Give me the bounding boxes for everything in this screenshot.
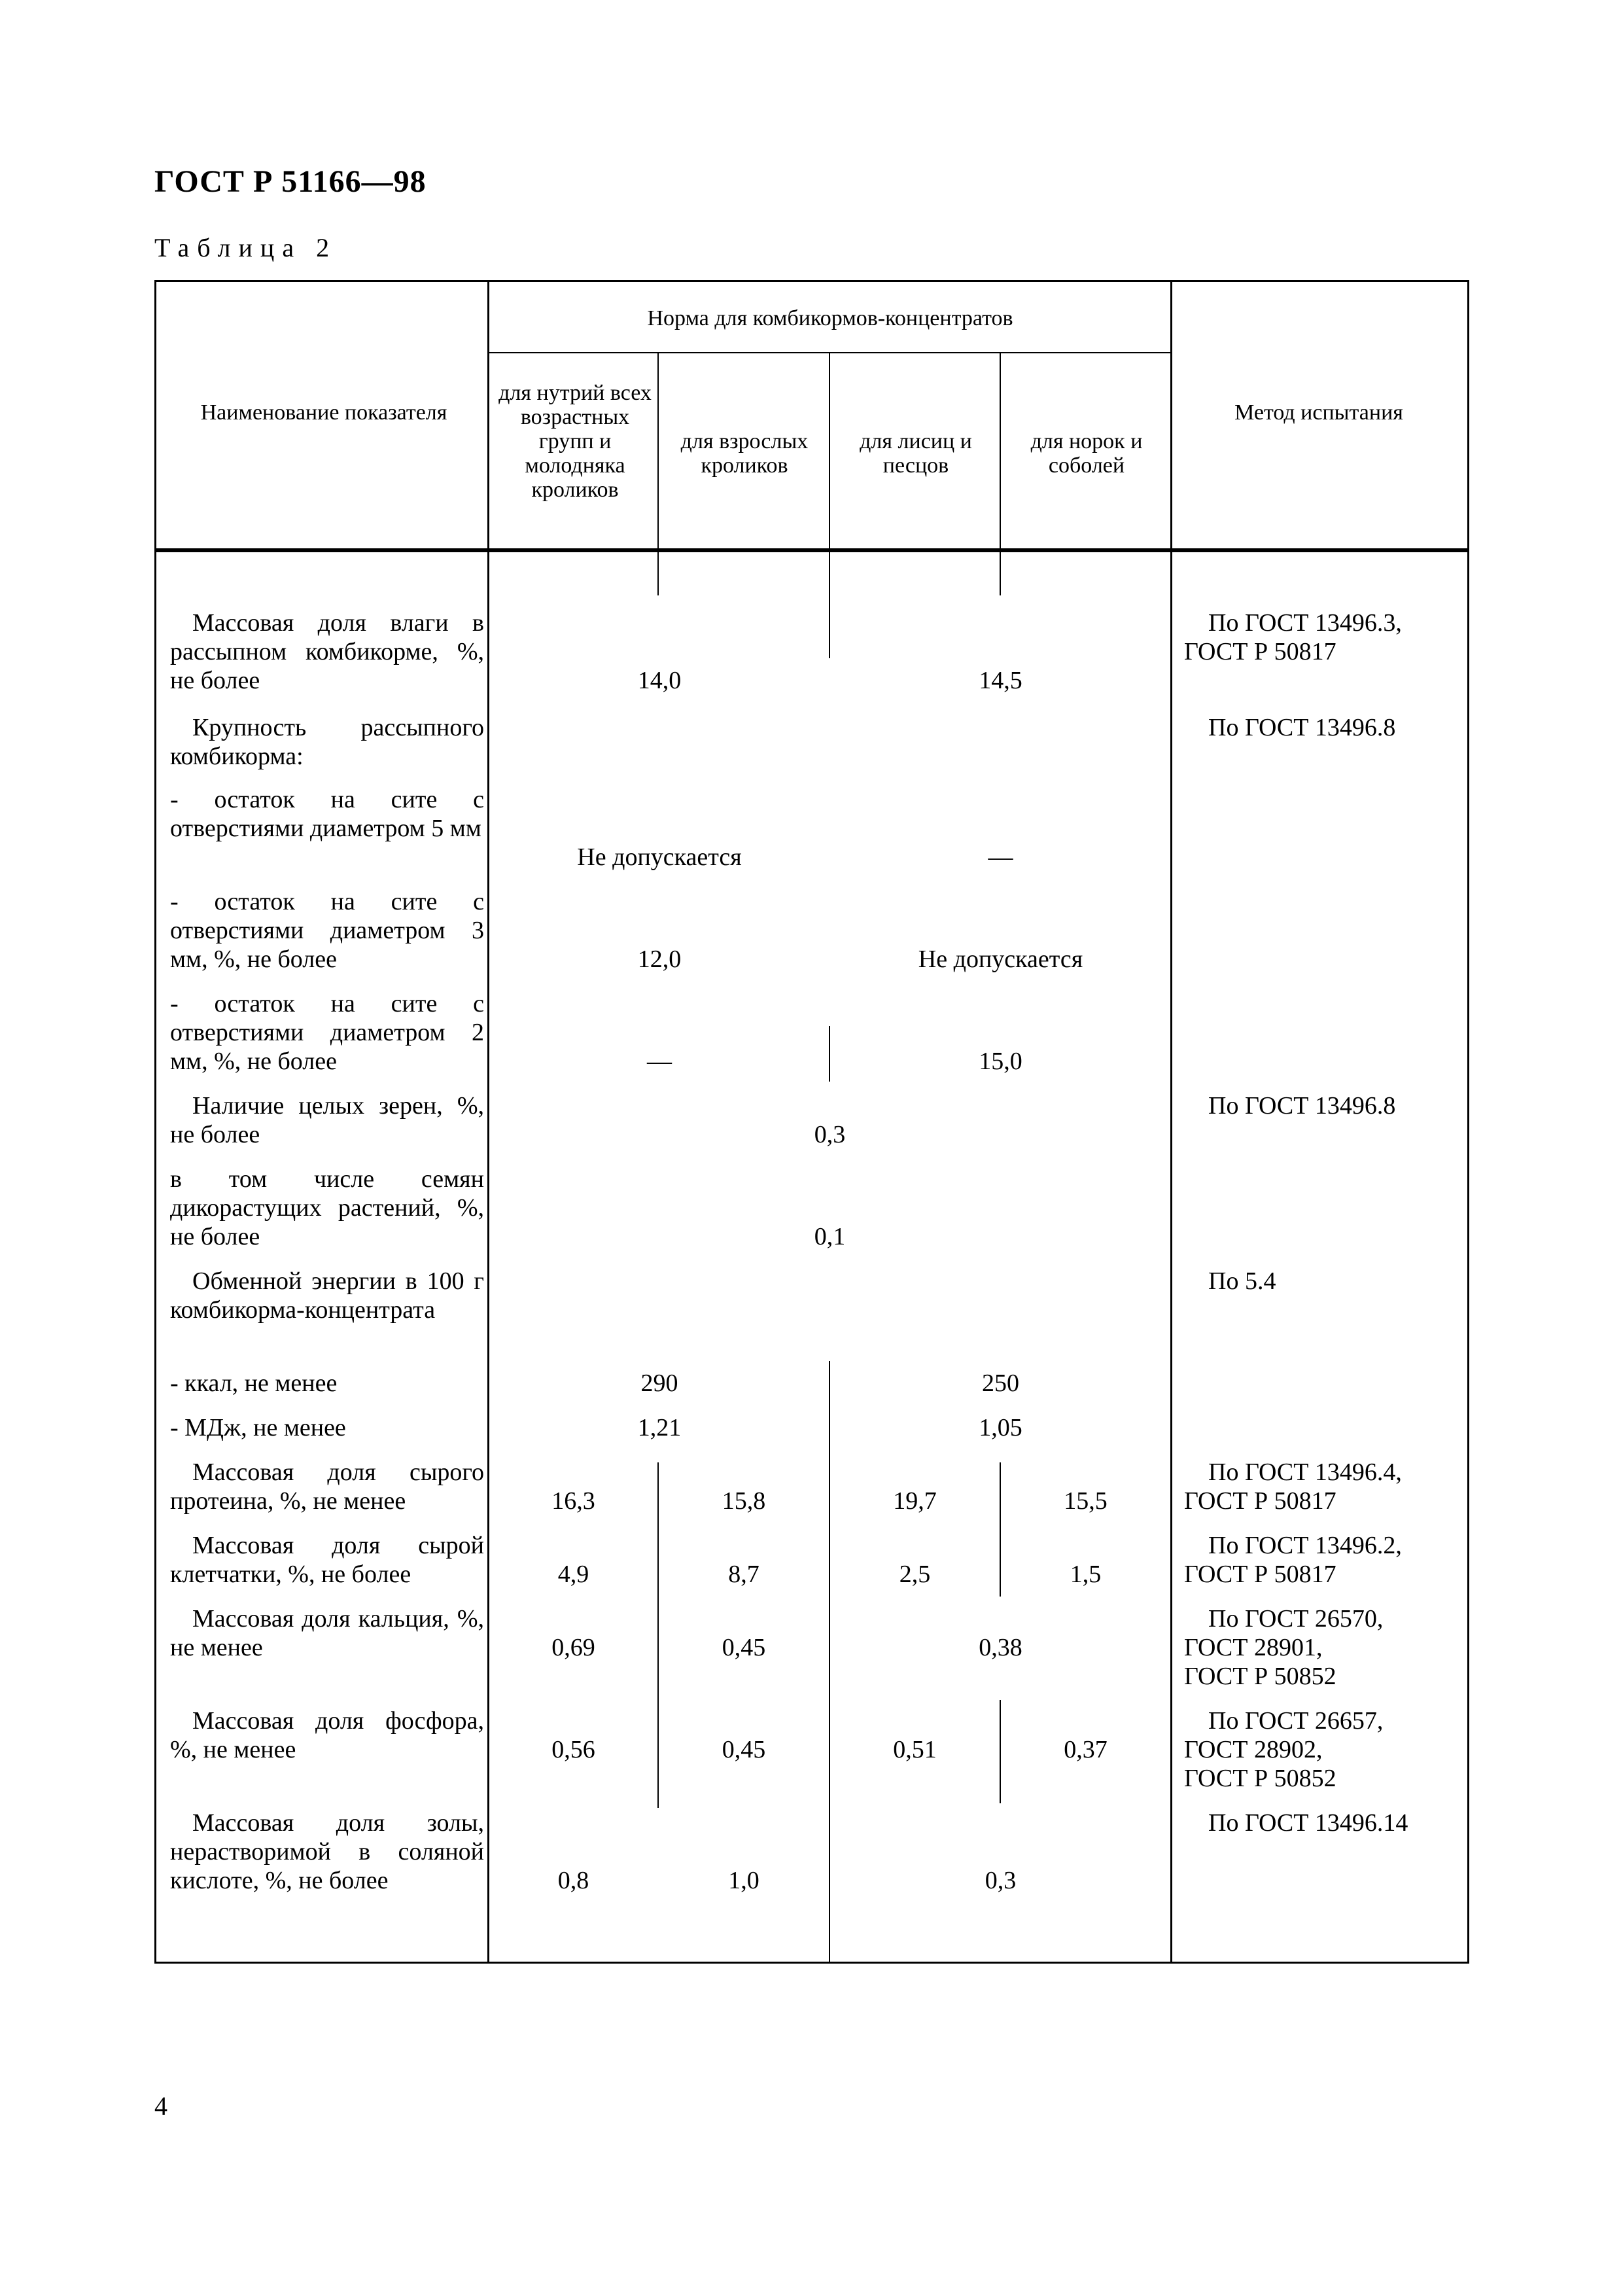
divider-foxes-minks-header	[1000, 353, 1001, 595]
value-fiber-minks: 1,5	[1070, 1561, 1102, 1588]
value-protein-rabbits: 15,8	[722, 1487, 766, 1515]
value-sieve-3mm-nutria-rabbits: 12,0	[637, 945, 682, 973]
indicator-kcal: - ккал, не менее	[170, 1369, 338, 1397]
table-border-top	[154, 280, 1469, 282]
method-ash: По ГОСТ 13496.14	[1208, 1809, 1408, 1837]
indicator-calcium: Массовая доля кальция, %, не менее	[170, 1605, 484, 1661]
divider-nutria-rabbits-header	[657, 353, 659, 595]
indicator-energy: Обменной энергии в 100 г комбикорма-концентрата	[170, 1267, 484, 1324]
value-phosphorus-foxes: 0,51	[893, 1736, 937, 1763]
header-separator	[154, 548, 1469, 552]
method-calcium-line-3: ГОСТ Р 50852	[1184, 1663, 1336, 1690]
indicator-protein: Массовая доля сырого протеина, %, не менее	[170, 1458, 484, 1515]
value-protein-foxes: 19,7	[893, 1487, 937, 1515]
divider-rabbits-foxes-header	[829, 353, 830, 658]
document-header: ГОСТ Р 51166—98	[154, 164, 427, 199]
value-phosphorus-rabbits: 0,45	[722, 1736, 766, 1763]
value-phosphorus-minks: 0,37	[1064, 1736, 1108, 1763]
value-phosphorus-nutria: 0,56	[551, 1736, 595, 1763]
table-border-left	[154, 280, 156, 1964]
value-fiber-nutria: 4,9	[557, 1561, 589, 1588]
value-sieve-3mm-fox-mink: Не допускается	[918, 945, 1083, 973]
method-whole-grain: По ГОСТ 13496.8	[1208, 1092, 1396, 1120]
method-phosphorus-line-2: ГОСТ 28902,	[1184, 1736, 1323, 1763]
value-ash-nutria: 0,8	[557, 1867, 589, 1894]
indicator-moisture: Массовая доля влаги в рассыпном комбикорме, %, не более	[170, 609, 484, 694]
indicator-phosphorus: Массовая доля фосфора, %, не менее	[170, 1707, 484, 1763]
value-protein-nutria: 16,3	[551, 1487, 595, 1515]
indicator-sieve-3mm: - остаток на сите с отверстиями диаметром 3 мм, %, не более	[170, 888, 484, 973]
value-ash-rabbits: 1,0	[728, 1867, 759, 1894]
value-whole-grain-all: 0,3	[814, 1121, 846, 1148]
method-calcium-line-2: ГОСТ 28901,	[1184, 1634, 1323, 1661]
method-energy: По 5.4	[1208, 1267, 1276, 1295]
indicator-whole-grain: Наличие целых зерен, %, не более	[170, 1092, 484, 1148]
method-moisture: По ГОСТ 13496.3, ГОСТ Р 50817	[1184, 609, 1402, 665]
indicator-ash: Массовая доля золы, нерастворимой в соляной кислоте, %, не более	[170, 1809, 484, 1894]
value-protein-minks: 15,5	[1064, 1487, 1108, 1515]
value-moisture-nutria-rabbits: 14,0	[637, 667, 682, 694]
value-sieve-2mm-fox-mink: 15,0	[979, 1048, 1022, 1075]
header-col-minks: для норок и соболей	[1030, 429, 1143, 478]
method-phosphorus-line-3: ГОСТ Р 50852	[1184, 1765, 1336, 1792]
value-kcal-nutria-rabbits: 290	[640, 1369, 678, 1397]
value-mj-nutria-rabbits: 1,21	[637, 1414, 682, 1441]
indicator-wild-seeds: в том числе семян дикорастущих растений, %, не более	[170, 1165, 484, 1250]
indicator-sieve-5mm: - остаток на сите с отверстиями диаметром 5 мм	[170, 786, 484, 842]
value-fiber-rabbits: 8,7	[728, 1561, 759, 1588]
value-mj-fox-mink: 1,05	[979, 1414, 1022, 1441]
indicator-sieve-2mm: - остаток на сите с отверстиями диаметром 2 мм, %, не более	[170, 990, 484, 1075]
indicator-coarseness: Крупность рассыпного комбикорма:	[170, 714, 484, 770]
header-col-rabbits: для взрослых кроликов	[680, 429, 809, 478]
method-calcium-line-1: По ГОСТ 26570,	[1208, 1605, 1384, 1633]
header-col-foxes: для лисиц и песцов	[860, 429, 972, 478]
method-fiber: По ГОСТ 13496.2, ГОСТ Р 50817	[1184, 1532, 1402, 1588]
indicator-mj: - МДж, не менее	[170, 1414, 346, 1441]
table-border-right	[1467, 280, 1469, 1964]
method-phosphorus-line-1: По ГОСТ 26657,	[1208, 1707, 1384, 1735]
value-calcium-fox-mink: 0,38	[979, 1634, 1022, 1661]
header-col-nutria: для нутрий всех возрастных групп и молодняка кроликов	[498, 381, 652, 502]
value-sieve-5mm-fox-mink: —	[988, 843, 1013, 871]
table-caption: Таблица 2	[154, 233, 338, 262]
header-indicator: Наименование показателя	[200, 400, 447, 425]
header-norm-group: Норма для комбикормов-концентратов	[647, 306, 1013, 330]
header-method: Метод испытания	[1234, 400, 1403, 425]
method-protein: По ГОСТ 13496.4, ГОСТ Р 50817	[1184, 1458, 1402, 1515]
indicator-fiber: Массовая доля сырой клетчатки, %, не более	[170, 1532, 484, 1588]
table-border-bottom	[154, 1962, 1469, 1964]
value-sieve-5mm-nutria-rabbits: Не допускается	[577, 843, 742, 871]
value-moisture-fox-mink: 14,5	[979, 667, 1022, 694]
value-ash-fox-mink: 0,3	[985, 1867, 1017, 1894]
value-wild-seeds-all: 0,1	[814, 1223, 846, 1250]
value-sieve-2mm-nutria-rabbits: —	[647, 1048, 672, 1075]
page-number: 4	[154, 2091, 167, 2121]
value-kcal-fox-mink: 250	[982, 1369, 1019, 1397]
divider-norms-method	[1170, 280, 1172, 1964]
value-calcium-nutria: 0,69	[551, 1634, 595, 1661]
method-coarseness: По ГОСТ 13496.8	[1208, 714, 1396, 741]
value-fiber-foxes: 2,5	[899, 1561, 931, 1588]
value-calcium-rabbits: 0,45	[722, 1634, 766, 1661]
